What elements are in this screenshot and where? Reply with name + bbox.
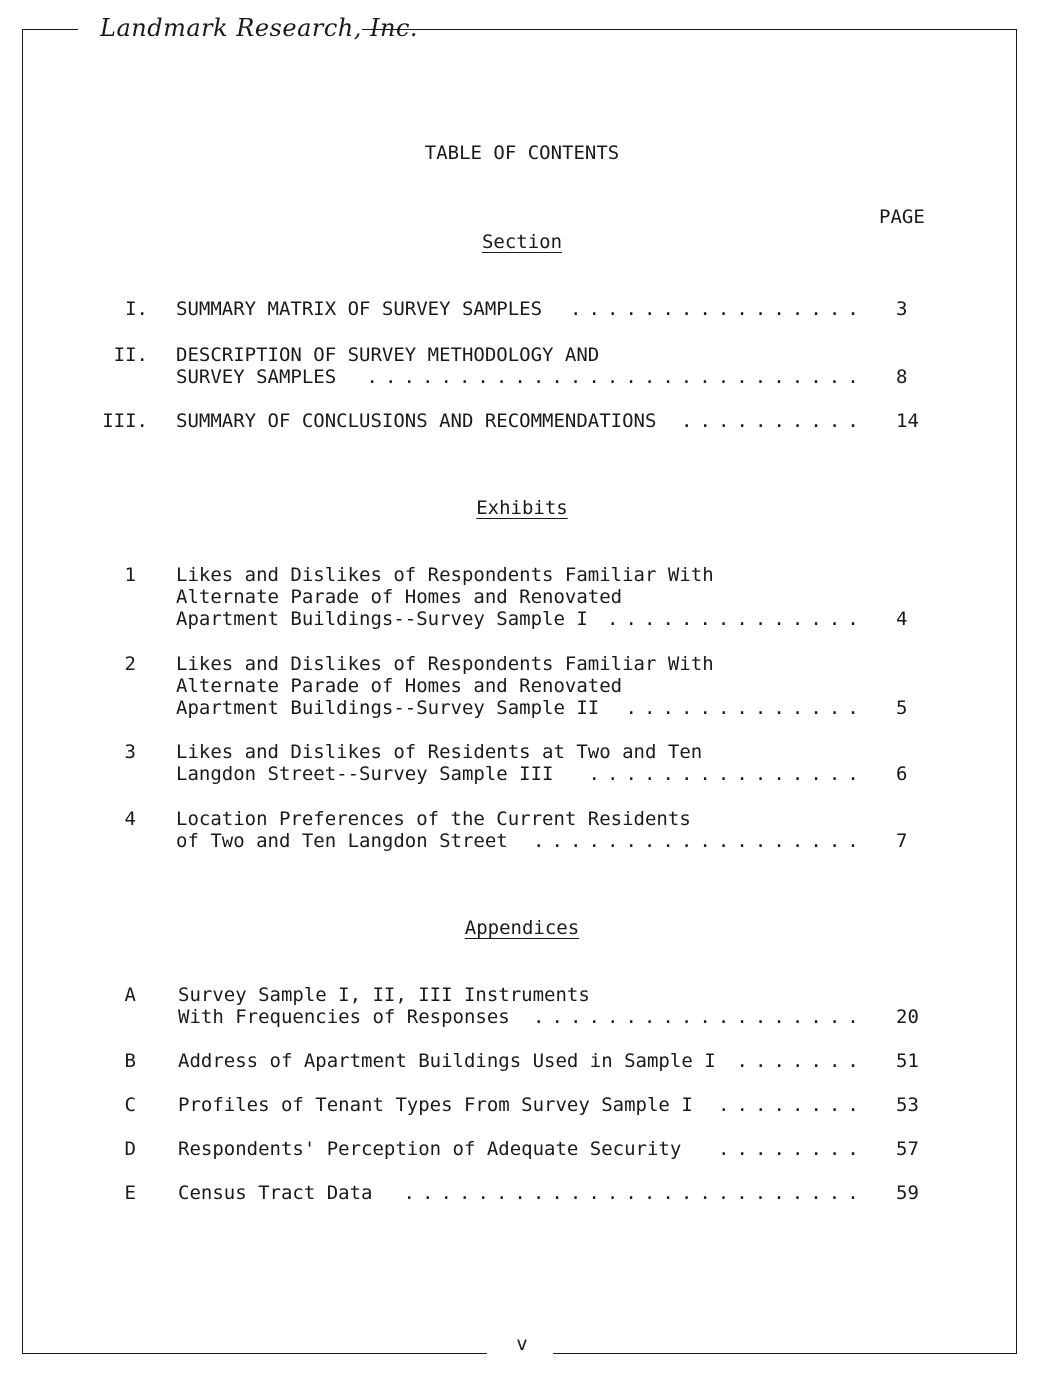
entry-page-number: 8 — [896, 366, 908, 388]
entry-page-number: 3 — [896, 298, 908, 320]
entry-title-line: Location Preferences of the Current Residents — [176, 808, 691, 830]
entry-title-line: Apartment Buildings--Survey Sample II — [176, 697, 600, 719]
leader-dots: ........ — [718, 1094, 866, 1116]
entry-number: B — [124, 1050, 136, 1072]
entry-title-line: Apartment Buildings--Survey Sample I — [176, 608, 588, 630]
frame-top-left — [22, 29, 78, 30]
entry-number: 2 — [124, 653, 136, 675]
entry-page-number: 53 — [896, 1094, 919, 1116]
leader-dots: .......... — [681, 410, 866, 432]
entry-title-line: Survey Sample I, II, III Instruments — [178, 984, 590, 1006]
entry-title-line: Likes and Dislikes of Residents at Two and Ten — [176, 741, 703, 763]
entry-title-line: SUMMARY OF CONCLUSIONS AND RECOMMENDATIONS — [176, 410, 657, 432]
leader-dots: ............... — [588, 763, 866, 785]
entry-number: III. — [102, 410, 148, 432]
page-column-label: PAGE — [879, 206, 925, 228]
entry-number: D — [124, 1138, 136, 1160]
leader-dots: .............. — [607, 608, 866, 630]
frame-right — [1016, 29, 1017, 1354]
leader-dots: .................. — [533, 830, 866, 852]
footer-page-number: v — [516, 1333, 528, 1355]
entry-page-number: 14 — [896, 410, 919, 432]
exhibits-heading: Exhibits — [476, 497, 568, 519]
entry-title-line: Census Tract Data — [178, 1182, 373, 1204]
entry-page-number: 20 — [896, 1006, 919, 1028]
entry-page-number: 5 — [896, 697, 908, 719]
leader-dots: ....... — [736, 1050, 866, 1072]
leader-dots: .................. — [533, 1006, 866, 1028]
section-heading: Section — [481, 231, 563, 253]
entry-title-line: Respondents' Perception of Adequate Security — [178, 1138, 682, 1160]
entry-title-line: SUMMARY MATRIX OF SURVEY SAMPLES — [176, 298, 543, 320]
entry-title-line: Alternate Parade of Homes and Renovated — [176, 586, 623, 608]
leader-dots: ........ — [718, 1138, 866, 1160]
leader-dots: ............. — [625, 697, 866, 719]
entry-page-number: 7 — [896, 830, 908, 852]
entry-number: E — [124, 1182, 136, 1204]
entry-title-line: Alternate Parade of Homes and Renovated — [176, 675, 623, 697]
frame-top-right — [362, 29, 1017, 30]
leader-dots: ........................... — [366, 366, 866, 388]
entry-number: II. — [113, 344, 148, 366]
entry-title-line: Address of Apartment Buildings Used in Sample I — [178, 1050, 716, 1072]
entry-number: 3 — [124, 741, 136, 763]
entry-number: A — [124, 984, 136, 1006]
entry-page-number: 4 — [896, 608, 908, 630]
entry-number: 1 — [124, 564, 136, 586]
entry-title-line: Likes and Dislikes of Respondents Familiar With — [176, 653, 714, 675]
leader-dots: ................ — [570, 298, 866, 320]
entry-number: 4 — [124, 808, 136, 830]
letterhead: Landmark Research, Inc. — [100, 14, 419, 42]
entry-page-number: 57 — [896, 1138, 919, 1160]
entry-number: C — [124, 1094, 136, 1116]
entry-number: I. — [125, 298, 148, 320]
entry-title-line: SURVEY SAMPLES — [176, 366, 337, 388]
leader-dots: ......................... — [403, 1182, 866, 1204]
entry-title-line: Likes and Dislikes of Respondents Familiar With — [176, 564, 714, 586]
entry-title-line: DESCRIPTION OF SURVEY METHODOLOGY AND — [176, 344, 600, 366]
entry-title-line: of Two and Ten Langdon Street — [176, 830, 508, 852]
page-title: TABLE OF CONTENTS — [424, 142, 620, 164]
entry-page-number: 6 — [896, 763, 908, 785]
entry-title-line: With Frequencies of Responses — [178, 1006, 510, 1028]
entry-title-line: Langdon Street--Survey Sample III — [176, 763, 554, 785]
appendices-heading: Appendices — [464, 917, 580, 939]
entry-page-number: 51 — [896, 1050, 919, 1072]
entry-page-number: 59 — [896, 1182, 919, 1204]
entry-title-line: Profiles of Tenant Types From Survey Sample I — [178, 1094, 693, 1116]
frame-left — [22, 29, 23, 1354]
